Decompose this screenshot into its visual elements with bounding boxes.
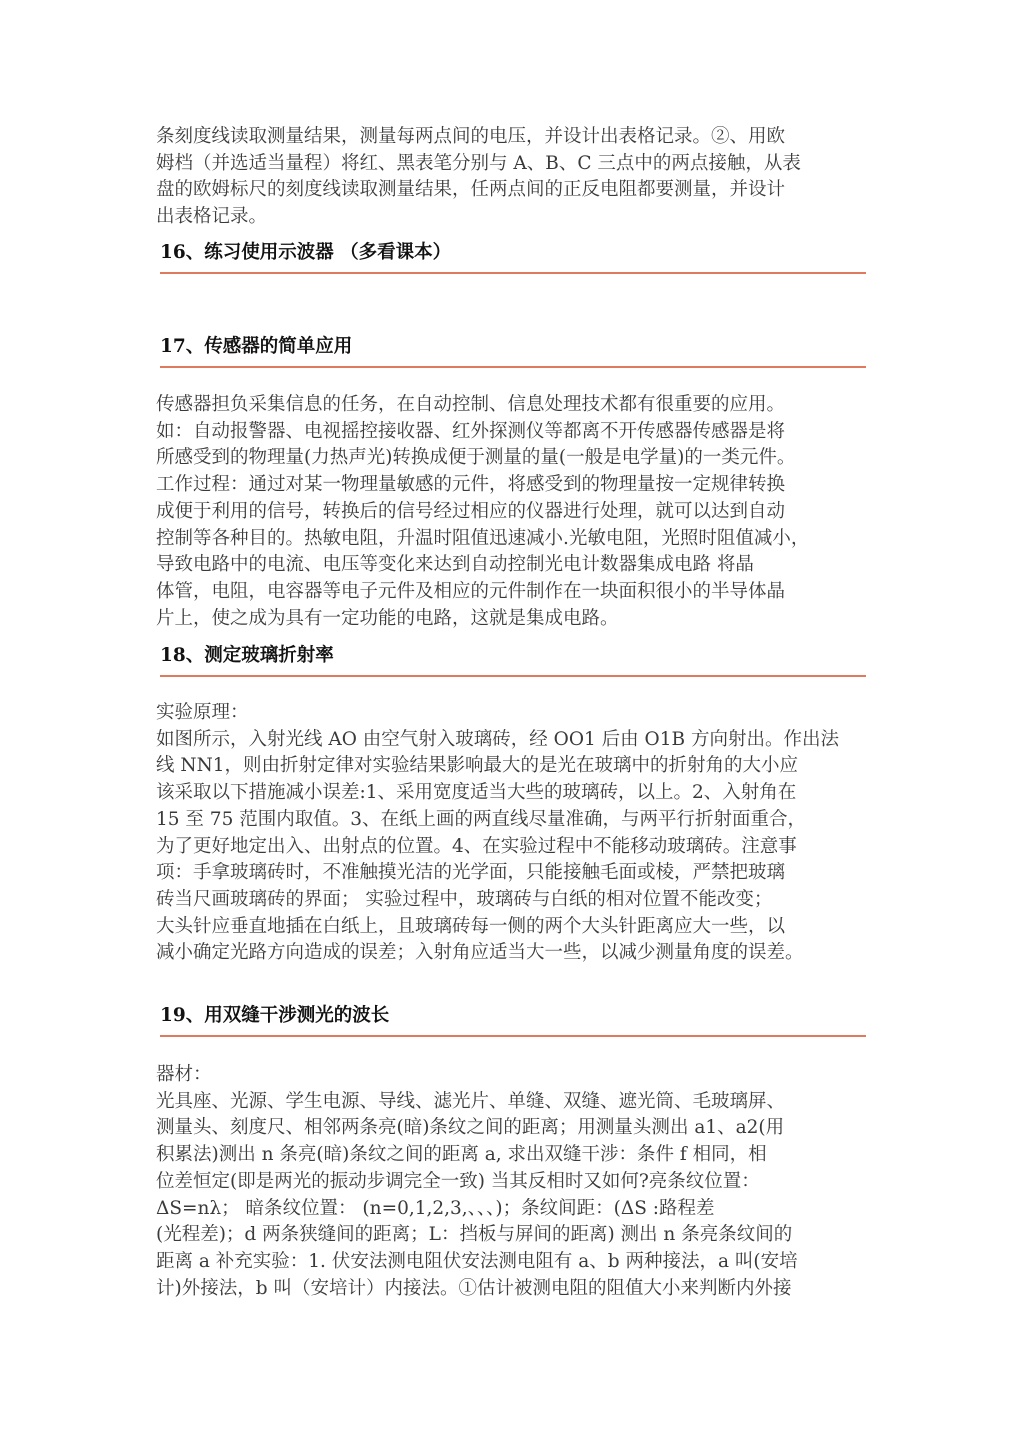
text-line: 姆档（并选适当量程）将红、黑表笔分别与 A、B、C 三点中的两点接触，从表	[156, 152, 801, 174]
section-19-body	[156, 1062, 868, 1302]
section-19-heading: 19、用双缝干涉测光的波长	[160, 1001, 866, 1037]
text-line: 传感器担负采集信息的任务，在自动控制、信息处理技术都有很重要的应用。	[156, 394, 786, 415]
text-line: 距离 a 补充实验：1. 伏安法测电阻伏安法测电阻有 a、b 两种接法，a 叫(安培	[156, 1250, 798, 1272]
intro-paragraph	[156, 124, 868, 231]
text-line: 实验原理：	[156, 702, 249, 723]
text-line: 成便于利用的信号，转换后的信号经过相应的仪器进行处理，就可以达到自动	[156, 500, 786, 522]
text-line: 项：手拿玻璃砖时，不准触摸光洁的光学面，只能接触毛面或棱，严禁把玻璃	[156, 862, 786, 884]
text-line: 为了更好地定出入、出射点的位置。4、在实验过程中不能移动玻璃砖。注意事	[156, 835, 797, 857]
text-line: 大头针应垂直地插在白纸上，且玻璃砖每一侧的两个大头针距离应大一些，以	[156, 915, 786, 937]
section-16-heading: 16、练习使用示波器 （多看课本）	[160, 238, 866, 274]
text-line: 片上，使之成为具有一定功能的电路，这就是集成电路。	[156, 607, 619, 629]
text-line: 工作过程：通过对某一物理量敏感的元件，将感受到的物理量按一定规律转换	[156, 474, 786, 496]
text-line: 出表格记录。	[156, 206, 268, 228]
text-line: 积累法)测出 n 条亮(暗)条纹之间的距离 a, 求出双缝干涉：条件 f 相同，相	[156, 1144, 767, 1166]
text-line: 如图所示，入射光线 AO 由空气射入玻璃砖，经 OO1 后由 O1B 方向射出。作出法	[156, 728, 839, 750]
text-line: 光具座、光源、学生电源、导线、滤光片、单缝、双缝、遮光筒、毛玻璃屏、	[156, 1090, 786, 1112]
text-line: 控制等各种目的。热敏电阻，升温时阻值迅速减小.光敏电阻，光照时阻值减小，	[156, 527, 810, 549]
text-line: (光程差)；d 两条狭缝间的距离；L：挡板与屏间的距离) 测出 n 条亮条纹间的	[156, 1224, 793, 1246]
text-line: 体管，电阻，电容器等电子元件及相应的元件制作在一块面积很小的半导体晶	[156, 580, 786, 602]
text-line: 该采取以下措施减小误差:1、采用宽度适当大些的玻璃砖，以上。2、入射角在	[156, 782, 797, 804]
section-18-heading: 18、测定玻璃折射率	[160, 641, 866, 677]
text-line: 盘的欧姆标尺的刻度线读取测量结果，任两点间的正反电阻都要测量，并设计	[156, 179, 786, 201]
section-17-heading: 17、传感器的简单应用	[160, 332, 866, 368]
text-line: 砖当尺画玻璃砖的界面； 实验过程中，玻璃砖与白纸的相对位置不能改变；	[156, 888, 773, 910]
text-line: 线 NN1，则由折射定律对实验结果影响最大的是光在玻璃中的折射角的大小应	[156, 755, 799, 777]
text-line: 导致电路中的电流、电压等变化来达到自动控制光电计数器集成电路 将晶	[156, 554, 754, 576]
text-line: 条刻度线读取测量结果，测量每两点间的电压，并设计出表格记录。②、用欧	[156, 126, 786, 147]
text-line: 测量头、刻度尺、相邻两条亮(暗)条纹之间的距离；用测量头测出 a1、a2(用	[156, 1117, 785, 1139]
text-line: 计)外接法，b 叫（安培计）内接法。①估计被测电阻的阻值大小来判断内外接	[156, 1277, 792, 1299]
text-line: 减小确定光路方向造成的误差；入射角应适当大一些，以减少测量角度的误差。	[156, 942, 804, 964]
text-line: 15 至 75 范围内取值。3、在纸上画的两直线尽量准确，与两平行折射面重合，	[156, 808, 806, 830]
text-line: ΔS=nλ； 暗条纹位置： (n=0,1,2,3,、、、)；条纹间距：(ΔS :路程差	[156, 1197, 715, 1219]
text-line: 所感受到的物理量(力热声光)转换成便于测量的量(一般是电学量)的一类元件。	[156, 447, 796, 469]
text-line: 器材：	[156, 1064, 212, 1085]
text-line: 位差恒定(即是两光的振动步调完全一致) 当其反相时又如何?亮条纹位置：	[156, 1170, 760, 1192]
section-18-body	[156, 700, 868, 967]
section-17-body	[156, 392, 868, 632]
text-line: 如：自动报警器、电视摇控接收器、红外探测仪等都离不开传感器传感器是将	[156, 420, 786, 442]
